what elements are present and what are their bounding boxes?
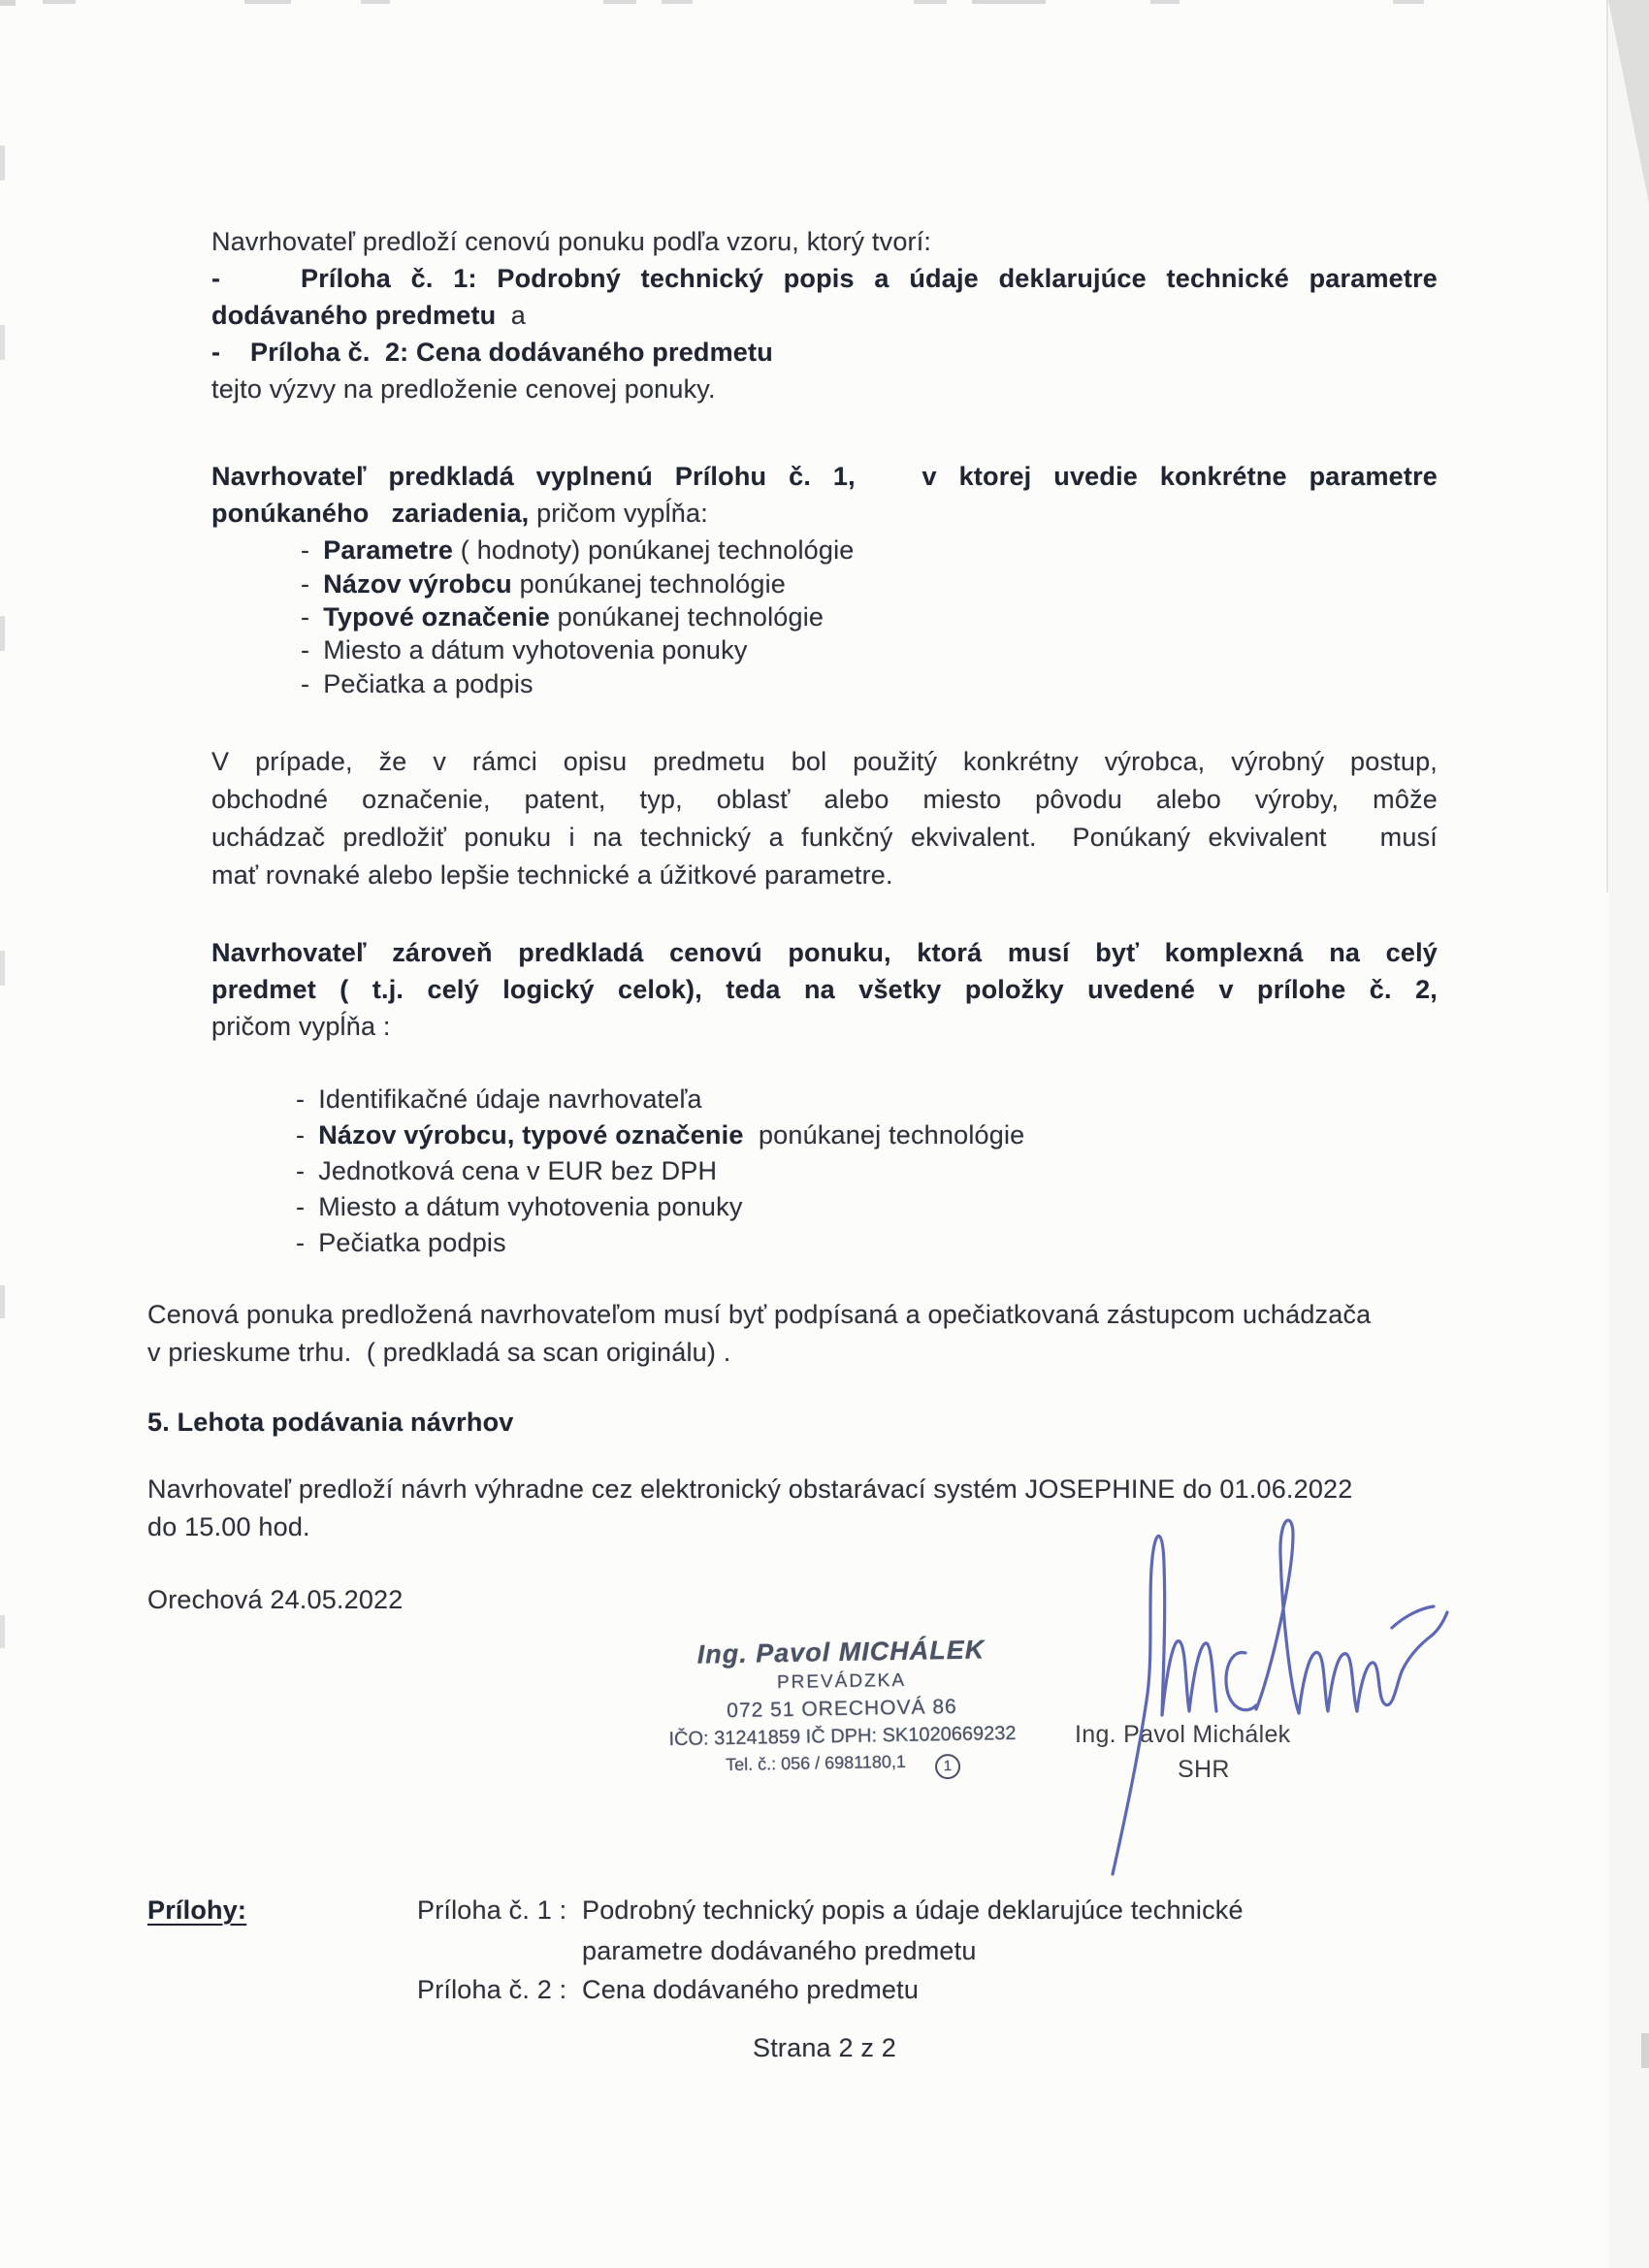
bullet-dash: - xyxy=(296,1228,306,1257)
stamp-number-badge: 1 xyxy=(935,1754,960,1779)
sec2-line2: obchodné označenie, patent, typ, oblasť alebo miesto pôvodu alebo výroby, môže xyxy=(211,785,1438,814)
sec3-line1: Navrhovateľ zároveň predkladá cenovú ponuku, ktorá musí byť komplexná na celý xyxy=(211,938,1438,967)
scan-artifact-top-dash xyxy=(1150,0,1180,4)
handwritten-signature xyxy=(1052,1494,1460,1892)
bullet-dash: - xyxy=(301,602,310,632)
page-number: Strana 2 z 2 xyxy=(753,2033,896,2062)
bullet-dash: - xyxy=(301,635,310,664)
company-stamp xyxy=(667,1633,1018,1784)
bullet-text: Identifikačné údaje navrhovateľa xyxy=(318,1085,702,1114)
scan-artifact-top-dash xyxy=(361,0,390,4)
scan-artifact-left-dash xyxy=(0,616,5,651)
sec2-line3: uchádzač predložiť ponuku i na technický a funkčný ekvivalent. Ponúkaný ekvivalent musí xyxy=(211,823,1438,852)
sec4-line1: Cenová ponuka predložená navrhovateľom musí byť podpísaná a opečiatkovaná zástupcom uchádzača xyxy=(147,1300,1372,1329)
priloha-1-item-cont xyxy=(211,297,526,334)
scan-artifact-top-dash xyxy=(914,0,947,4)
stamp-ico-dph: IČO: 31241859 IČ DPH: SK1020669232 xyxy=(668,1722,1017,1751)
bullet-text: Miesto a dátum vyhotovenia ponuky xyxy=(318,1192,743,1221)
bullet-text: ( hodnoty) ponúkanej technológie xyxy=(453,535,855,565)
sec4-line2: v prieskume trhu. ( predkladá sa scan originálu) . xyxy=(147,1338,731,1367)
sec3-bullet xyxy=(296,1224,506,1261)
sec2-line1: V prípade, že v rámci opisu predmetu bol použitý konkrétny výrobca, výrobný postup, xyxy=(211,747,1438,776)
sec3-bullet xyxy=(296,1152,717,1189)
signer-name: Ing. Pavol Michálek xyxy=(1075,1721,1291,1748)
sec5-line1: Navrhovateľ predloží návrh výhradne cez elektronický obstarávací systém JOSEPHINE do 01.06.2022 xyxy=(147,1474,1353,1504)
sec1-bullet xyxy=(301,599,824,635)
priloha-1-item-tail: a xyxy=(496,301,526,330)
scan-artifact-top-dash xyxy=(1393,0,1424,4)
sec2-line4: mať rovnaké alebo lepšie technické a úžitkové parametre. xyxy=(211,860,893,890)
intro-closing-line: tejto výzvy na predloženie cenovej ponuky. xyxy=(211,374,716,404)
priloha-1-item: - Príloha č. 1: Podrobný technický popis a údaje deklarujúce technické parametre xyxy=(211,264,1438,293)
bullet-bold: Názov výrobcu, typové označenie xyxy=(318,1120,744,1150)
bullet-bold: Názov výrobcu xyxy=(323,569,512,599)
section-5-heading: 5. Lehota podávania návrhov xyxy=(147,1408,514,1437)
scan-artifact-top-dash xyxy=(43,0,76,4)
bullet-bold: Typové označenie xyxy=(323,602,550,632)
scan-artifact-page-edge-line xyxy=(1606,0,1608,892)
scan-artifact-top-dash xyxy=(972,0,1046,4)
bullet-text: Pečiatka a podpis xyxy=(323,669,534,698)
attachment-1-text-line2: parametre dodávaného predmetu xyxy=(582,1936,977,1965)
bullet-dash: - xyxy=(296,1120,306,1150)
scan-artifact-left-dash xyxy=(0,146,5,180)
sec3-bullet xyxy=(296,1188,743,1225)
attachment-1-text-line1: Podrobný technický popis a údaje deklarujúce technické xyxy=(582,1895,1244,1925)
sec1-bullet xyxy=(301,532,855,568)
bullet-dash: - xyxy=(296,1192,306,1221)
bullet-dash: - xyxy=(301,669,310,698)
bullet-text: Pečiatka podpis xyxy=(318,1228,506,1257)
bullet-dash: - xyxy=(301,535,310,565)
attachment-2-text: Cena dodávaného predmetu xyxy=(582,1975,920,2004)
bullet-text: ponúkanej technológie xyxy=(743,1120,1025,1150)
scan-artifact-left-dash xyxy=(0,325,5,360)
sec3-line2: predmet ( t.j. celý logický celok), teda na všetky položky uvedené v prílohe č. 2, xyxy=(211,975,1438,1004)
scan-artifact-corner xyxy=(0,0,16,6)
scan-artifact-left-dash xyxy=(0,1285,5,1318)
scan-artifact-top-dash xyxy=(662,0,693,4)
attachment-2-label: Príloha č. 2 : xyxy=(417,1975,567,2004)
intro-line: Navrhovateľ predloží cenovú ponuku podľa vzoru, ktorý tvorí: xyxy=(211,227,932,256)
scan-artifact-left-dash xyxy=(0,1615,5,1648)
bullet-dash: - xyxy=(296,1085,306,1114)
sec1-line2 xyxy=(211,495,708,532)
bullet-dash: - xyxy=(296,1156,306,1185)
sec3-bullet xyxy=(296,1081,702,1118)
sec3-line3: pričom vypĺňa : xyxy=(211,1012,391,1041)
scan-artifact-page-edge-shade xyxy=(1609,0,1649,2268)
sec5-line2: do 15.00 hod. xyxy=(147,1512,310,1541)
bullet-text: ponúkanej technológie xyxy=(549,602,824,632)
stamp-tel xyxy=(669,1747,1018,1784)
sec3-bullet xyxy=(296,1117,1024,1153)
bullet-text: Jednotková cena v EUR bez DPH xyxy=(318,1156,718,1185)
sec1-line2-bold: ponúkaného zariadenia, xyxy=(211,499,530,528)
stamp-tel-text: Tel. č.: 056 / 6981180,1 xyxy=(725,1751,907,1775)
stamp-address: 072 51 ORECHOVÁ 86 xyxy=(727,1695,957,1723)
sec1-line1: Navrhovateľ predkladá vyplnenú Prílohu č. 1, v ktorej uvedie konkrétne parametre xyxy=(211,462,1438,491)
signer-title: SHR xyxy=(1178,1756,1230,1783)
place-date: Orechová 24.05.2022 xyxy=(147,1585,404,1614)
bullet-bold: Parametre xyxy=(323,535,454,565)
priloha-2-item: - Príloha č. 2: Cena dodávaného predmetu xyxy=(211,338,773,367)
bullet-text: Miesto a dátum vyhotovenia ponuky xyxy=(323,635,748,664)
stamp-name: Ing. Pavol MICHÁLEK xyxy=(696,1635,986,1669)
scan-artifact-top-dash xyxy=(603,0,636,4)
bullet-dash: - xyxy=(301,569,310,599)
sec1-bullet xyxy=(301,665,534,702)
attachment-1-label: Príloha č. 1 : xyxy=(417,1895,567,1925)
sec1-line2-tail: pričom vypĺňa: xyxy=(529,499,708,528)
attachments-label: Prílohy: xyxy=(147,1895,247,1925)
priloha-1-item-bold: dodávaného predmetu xyxy=(211,301,497,330)
bullet-text: ponúkanej technológie xyxy=(511,569,787,599)
scan-artifact-left-dash xyxy=(0,951,5,986)
sec1-bullet xyxy=(301,566,786,602)
stamp-prevadzka: PREVÁDZKA xyxy=(776,1669,907,1694)
scan-artifact-top-dash xyxy=(244,0,291,4)
sec1-bullet xyxy=(301,632,748,668)
